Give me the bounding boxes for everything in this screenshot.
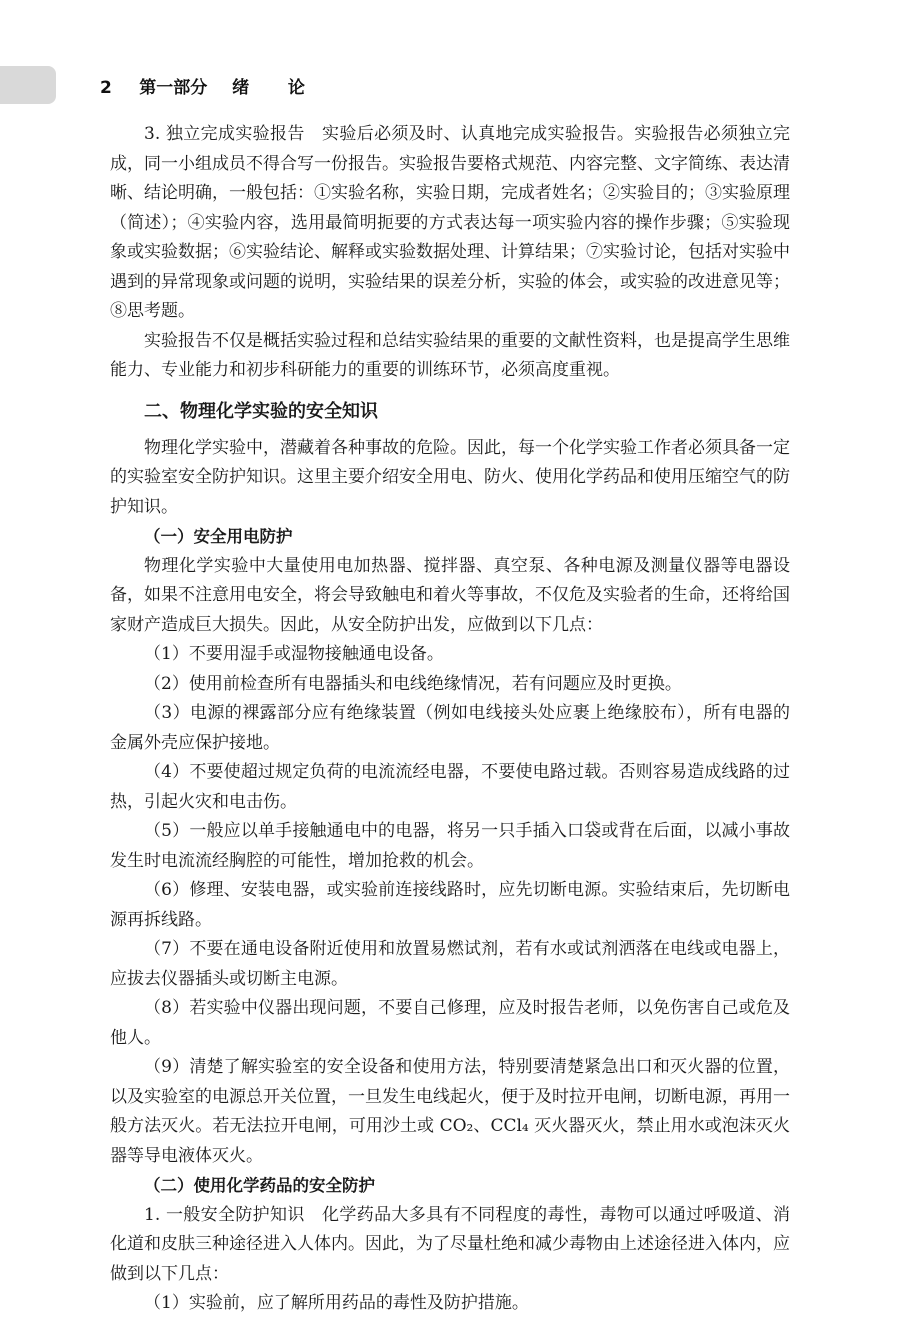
page-body xyxy=(110,120,790,1319)
paragraph-safety-intro: 物理化学实验中，潜藏着各种事故的危险。因此，每一个化学实验工作者必须具备一定的实验室安全防护知识。这里主要介绍安全用电、防火、使用化学药品和使用压缩空气的防护知识。 xyxy=(110,437,790,517)
chapter-title-second-char: 论 xyxy=(287,78,305,98)
list-item: （7）不要在通电设备附近使用和放置易燃试剂，若有水或试剂洒落在电线或电器上，应拔去仪器插头或切断主电源。 xyxy=(110,939,790,989)
list-item: （3）电源的裸露部分应有绝缘装置（例如电线接头处应裹上绝缘胶布），所有电器的金属外壳应保护接地。 xyxy=(110,703,790,753)
section-heading-safety: 二、物理化学实验的安全知识 xyxy=(144,400,378,422)
subsection-heading-electrical: （一）安全用电防护 xyxy=(144,527,293,546)
chapter-title-first-char: 绪 xyxy=(232,78,250,98)
list-item: （8）若实验中仪器出现问题，不要自己修理，应及时报告老师，以免伤害自己或危及他人。 xyxy=(110,998,790,1048)
subsection-heading-chemicals: （二）使用化学药品的安全防护 xyxy=(144,1176,375,1195)
paragraph-electrical-intro: 物理化学实验中大量使用电加热器、搅拌器、真空泵、各种电源及测量仪器等电器设备，如果不注意用电安全，将会导致触电和着火等事故，不仅危及实验者的生命，还将给国家财产造成巨大损失。因此，从安全防护出发，应做到以下几点： xyxy=(110,555,790,635)
page-number: 2 xyxy=(100,78,112,98)
paragraph-chemicals-intro: 1. 一般安全防护知识 化学药品大多具有不同程度的毒性，毒物可以通过呼吸道、消化道和皮肤三种途径进入人体内。因此，为了尽量杜绝和减少毒物由上述途径进入体内，应做到以下几点： xyxy=(110,1204,790,1284)
list-item: （1）实验前，应了解所用药品的毒性及防护措施。 xyxy=(144,1293,529,1313)
list-item: （9）清楚了解实验室的安全设备和使用方法，特别要清楚紧急出口和灭火器的位置，以及实验室的电源总开关位置，一旦发生电线起火，便于及时拉开电闸，切断电源，再用一般方法灭火。若无法拉开电闸，可用沙土或 CO₂、CCl₄ 灭火器灭火，禁止用水或泡沫灭火器等导电液体灭火。 xyxy=(110,1057,790,1166)
list-item: （6）修理、安装电器，或实验前连接线路时，应先切断电源。实验结束后，先切断电源再拆线路。 xyxy=(110,880,790,930)
page-edge-tab xyxy=(0,66,56,104)
paragraph-report-importance: 实验报告不仅是概括实验过程和总结实验结果的重要的文献性资料，也是提高学生思维能力、专业能力和初步科研能力的重要的训练环节，必须高度重视。 xyxy=(110,330,790,380)
list-item: （4）不要使超过规定负荷的电流流经电器，不要使电路过载。否则容易造成线路的过热，引起火灾和电击伤。 xyxy=(110,762,790,812)
list-item: （1）不要用湿手或湿物接触通电设备。 xyxy=(144,644,444,664)
running-header xyxy=(100,73,305,98)
list-item: （5）一般应以单手接触通电中的电器，将另一只手插入口袋或背在后面，以减小事故发生时电流流经胸腔的可能性，增加抢救的机会。 xyxy=(110,821,790,871)
list-item: （2）使用前检查所有电器插头和电线绝缘情况，若有问题应及时更换。 xyxy=(144,673,682,694)
part-label: 第一部分 xyxy=(139,78,208,98)
paragraph-lab-report: 3. 独立完成实验报告 实验后必须及时、认真地完成实验报告。实验报告必须独立完成，同一小组成员不得合写一份报告。实验报告要格式规范、内容完整、文字简练、表达清晰、结论明确，一般包括：①实验名称，实验日期，完成者姓名；②实验目的；③实验原理（简述）；④实验内容，选用最简明扼要的方式表达每一项实验内容的操作步骤；⑤实验现象或实验数据；⑥实验结论、解释或实验数据处理、计算结果；⑦实验讨论，包括对实验中遇到的异常现象或问题的说明，实验结果的误差分析，实验的体会，或实验的改进意见等；⑧思考题。 xyxy=(110,124,790,321)
